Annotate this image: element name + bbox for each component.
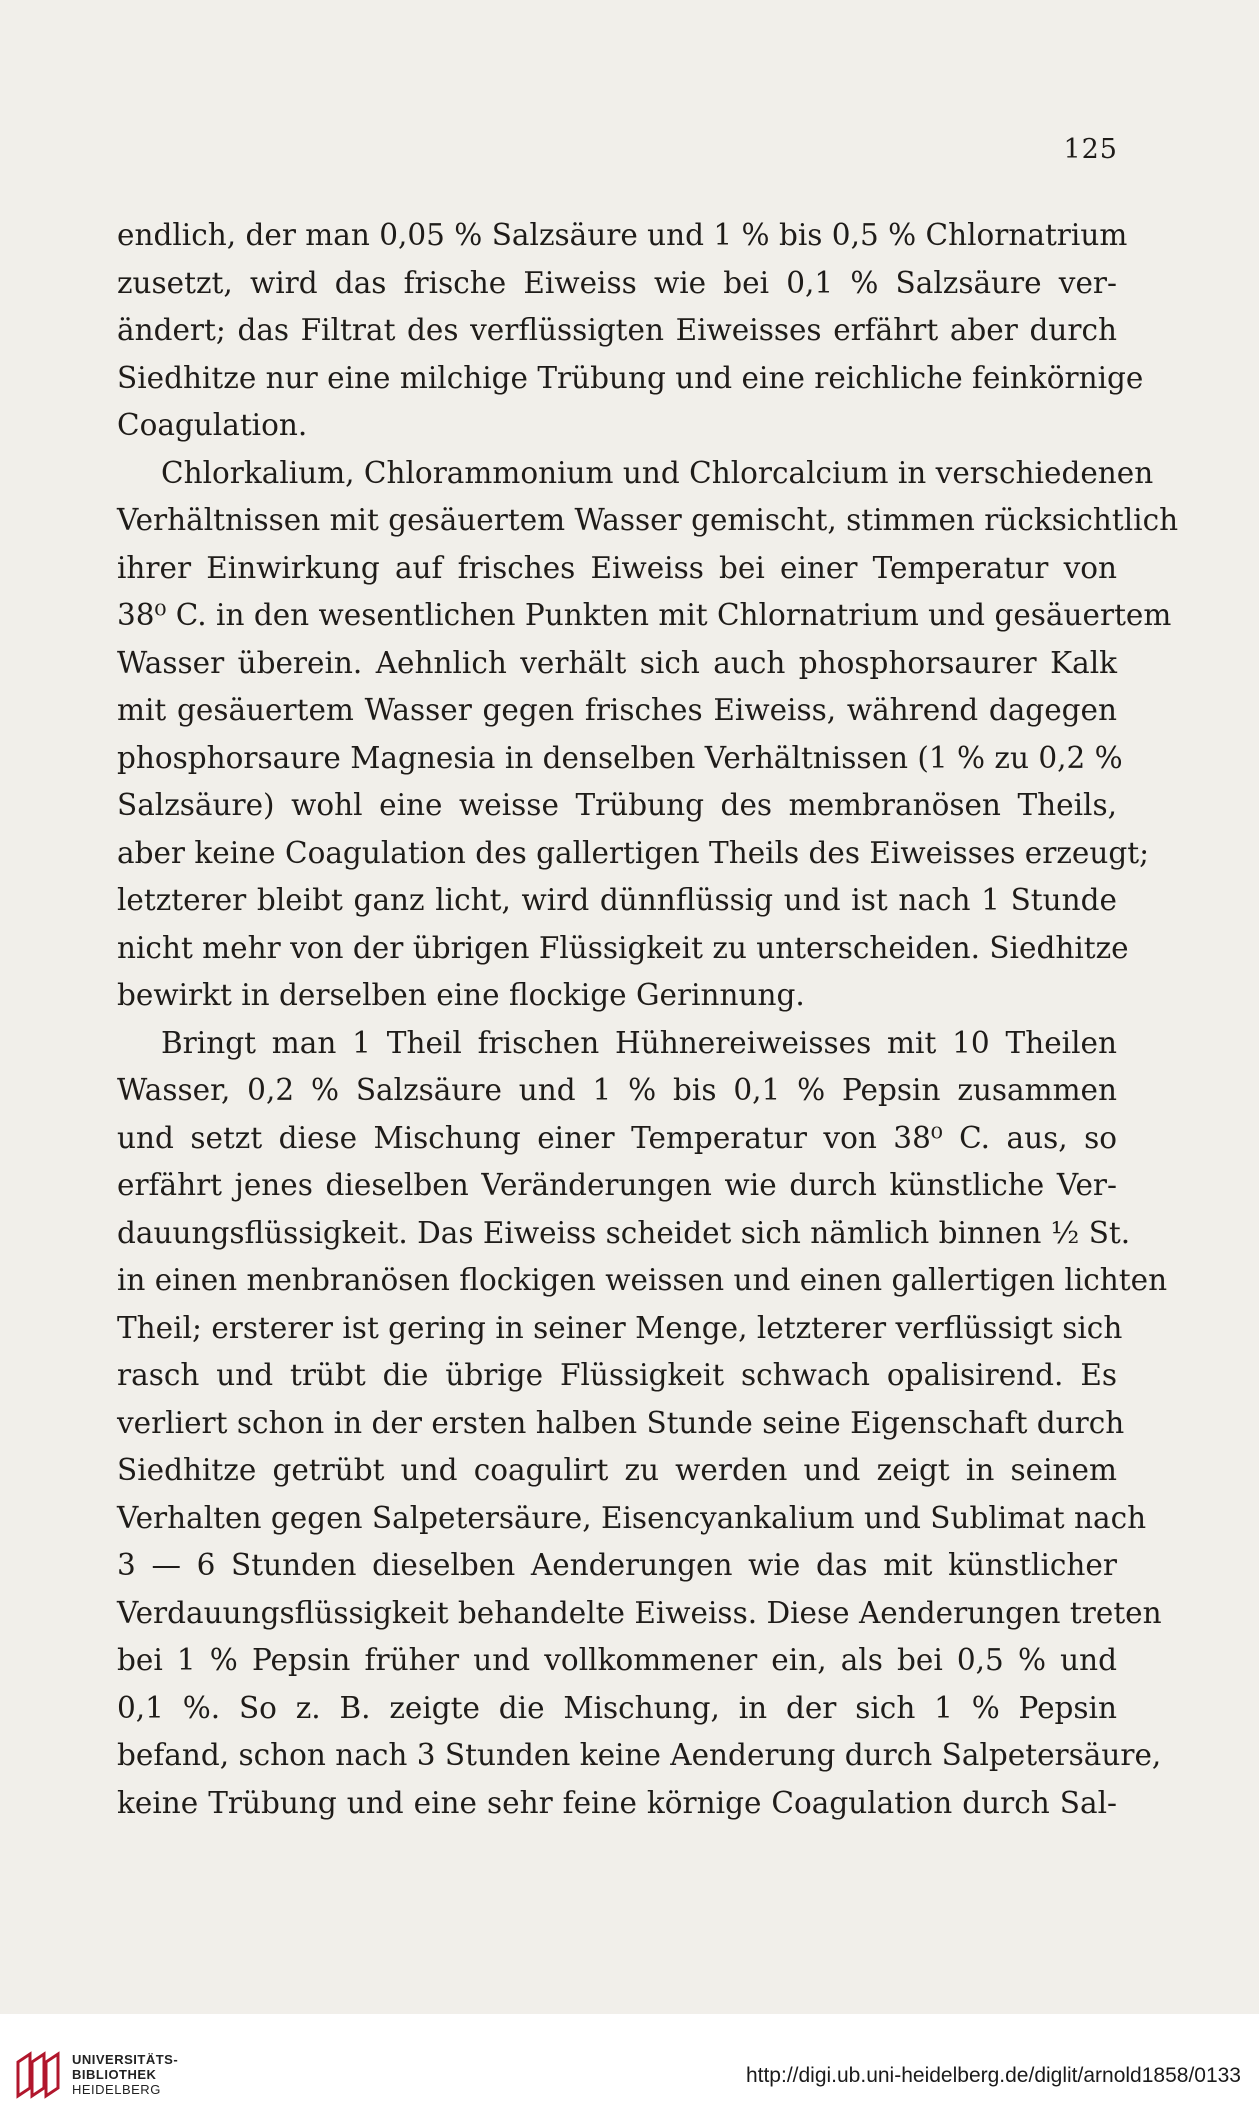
text-line: Theil; ersterer ist gering in seiner Menge, letzterer verflüssigt sich (117, 1310, 1123, 1345)
text-line: und setzt diese Mischung einer Temperatur von 38⁰ C. aus, so (117, 1120, 1117, 1155)
library-name-line: HEIDELBERG (72, 2082, 161, 2097)
library-name (72, 2052, 178, 2097)
text-line: keine Trübung und eine sehr feine körnige Coagulation durch Sal- (117, 1785, 1117, 1820)
text-line: Verdauungsflüssigkeit behandelte Eiweiss. Diese Aenderungen treten (117, 1595, 1162, 1630)
text-line: nicht mehr von der übrigen Flüssigkeit zu unterscheiden. Siedhitze (117, 930, 1129, 965)
text-line: Salzsäure) wohl eine weisse Trübung des membranösen Theils, (117, 788, 1117, 822)
source-url-link[interactable]: http://digi.ub.uni-heidelberg.de/diglit/arnold1858/0133 (745, 2064, 1241, 2087)
paragraph (117, 212, 1144, 450)
text-line: Siedhitze nur eine milchige Trübung und eine reichliche feinkörnige (117, 360, 1144, 395)
library-name-line: BIBLIOTHEK (72, 2067, 157, 2082)
page-number: 125 (1063, 134, 1118, 165)
text-line: befand, schon nach 3 Stunden keine Aenderung durch Salpetersäure, (117, 1738, 1162, 1772)
text-line: Verhältnissen mit gesäuertem Wasser gemischt, stimmen rücksichtlich (117, 503, 1179, 537)
text-line: bewirkt in derselben eine flockige Gerinnung. (117, 978, 805, 1012)
text-line: Wasser überein. Aehnlich verhält sich auch phosphorsaurer Kalk (117, 645, 1117, 680)
text-line: 38⁰ C. in den wesentlichen Punkten mit Chlornatrium und gesäuertem (117, 598, 1172, 632)
library-name-line: UNIVERSITÄTS- (72, 2052, 179, 2067)
text-line: Verhalten gegen Salpetersäure, Eisencyankalium und Sublimat nach (117, 1500, 1147, 1535)
text-line: Bringt man 1 Theil frischen Hühnereiweisses mit 10 Theilen (161, 1025, 1117, 1060)
footer-bar (0, 2014, 1259, 2126)
text-line: ändert; das Filtrat des verflüssigten Eiweisses erfährt aber durch (117, 313, 1117, 347)
text-line: dauungsflüssigkeit. Das Eiweiss scheidet sich nämlich binnen ½ St. (117, 1215, 1131, 1250)
text-line: endlich, der man 0,05 % Salzsäure und 1 % bis 0,5 % Chlornatrium (117, 218, 1128, 252)
text-line: Wasser, 0,2 % Salzsäure und 1 % bis 0,1 % Pepsin zusammen (117, 1073, 1117, 1107)
text-line: verliert schon in der ersten halben Stunde seine Eigenschaft durch (117, 1405, 1125, 1440)
text-line: phosphorsaure Magnesia in denselben Verhältnissen (1 % zu 0,2 % (117, 740, 1123, 775)
text-line: erfährt jenes dieselben Veränderungen wie durch künstliche Ver- (117, 1168, 1117, 1202)
paragraph (117, 1020, 1168, 1828)
university-library-logo-icon (14, 2048, 62, 2100)
text-line: ihrer Einwirkung auf frisches Eiweiss bei einer Temperatur von (117, 550, 1117, 585)
text-line: Siedhitze getrübt und coagulirt zu werden und zeigt in seinem (117, 1453, 1117, 1487)
text-line: mit gesäuertem Wasser gegen frisches Eiweiss, während dagegen (117, 693, 1117, 727)
text-line: zusetzt, wird das frische Eiweiss wie bei 0,1 % Salzsäure ver- (117, 265, 1117, 300)
text-line: aber keine Coagulation des gallertigen Theils des Eiweisses erzeugt; (117, 835, 1150, 870)
paragraph (117, 450, 1179, 1020)
text-line: 0,1 %. So z. B. zeigte die Mischung, in der sich 1 % Pepsin (117, 1690, 1117, 1725)
text-line: Coagulation. (117, 408, 308, 442)
text-line: in einen menbranösen flockigen weissen und einen gallertigen lichten (117, 1263, 1168, 1297)
text-line: Chlorkalium, Chlorammonium und Chlorcalcium in verschiedenen (161, 455, 1154, 490)
text-line: 3 — 6 Stunden dieselben Aenderungen wie das mit künstlicher (117, 1548, 1117, 1582)
text-line: rasch und trübt die übrige Flüssigkeit schwach opalisirend. Es (117, 1358, 1117, 1392)
text-line: letzterer bleibt ganz licht, wird dünnflüssig und ist nach 1 Stunde (117, 883, 1117, 917)
body-text (117, 212, 1179, 1827)
text-line: bei 1 % Pepsin früher und vollkommener ein, als bei 0,5 % und (117, 1643, 1117, 1677)
